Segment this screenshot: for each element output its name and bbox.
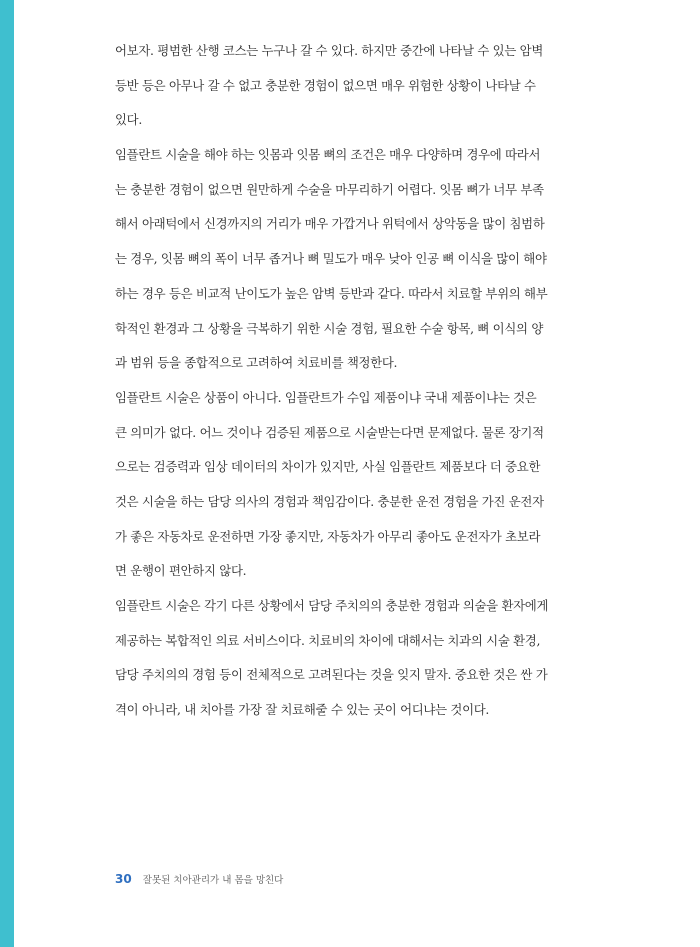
text-line: 임플란트 시술을 해야 하는 잇몸과 잇몸 뼈의 조건은 매우 다양하며 경우에 따라서 <box>115 147 541 163</box>
text-line: 임플란트 시술은 각기 다른 상황에서 담당 주치의의 충분한 경험과 의술을 환자에게 <box>115 598 549 613</box>
side-color-bar <box>0 0 14 947</box>
text-line: 어보자. 평범한 산행 코스는 누구나 갈 수 있다. 하지만 중간에 나타날 수 있는 암벽 <box>115 43 543 58</box>
text-line: 임플란트 시술은 상품이 아니다. 임플란트가 수입 제품이냐 국내 제품이냐는 것은 <box>115 389 537 405</box>
text-line: 제공하는 복합적인 의료 서비스이다. 치료비의 차이에 대해서는 치과의 시술 환경, <box>115 632 541 648</box>
text-line: 격이 아니라, 내 치아를 가장 잘 치료해줄 수 있는 곳이 어디냐는 것이다. <box>115 702 490 718</box>
body-text <box>115 34 605 728</box>
text-line: 해서 아래턱에서 신경까지의 거리가 매우 가깝거나 위턱에서 상악동을 많이 침범하 <box>115 216 545 232</box>
text-line: 큰 의미가 없다. 어느 것이나 검증된 제품으로 시술받는다면 문제없다. 물론 장기적 <box>115 424 544 440</box>
text-line: 등반 등은 아무나 갈 수 없고 충분한 경험이 없으면 매우 위험한 상황이 나타날 수 <box>115 77 536 93</box>
text-line: 으로는 검증력과 임상 데이터의 차이가 있지만, 사실 임플란트 제품보다 더 중요한 <box>115 459 541 475</box>
text-line: 면 운행이 편안하지 않다. <box>115 563 247 579</box>
text-line: 하는 경우 등은 비교적 난이도가 높은 암벽 등반과 같다. 따라서 치료할 부위의 해부 <box>115 285 548 301</box>
text-line: 학적인 환경과 그 상황을 극복하기 위한 시술 경험, 필요한 수술 항목, 뼈 이식의 양 <box>115 320 543 336</box>
text-line: 가 좋은 자동차로 운전하면 가장 좋지만, 자동차가 아무리 좋아도 운전자가 초보라 <box>115 528 541 544</box>
text-line: 는 충분한 경험이 없으면 원만하게 수술을 마무리하기 어렵다. 잇몸 뼈가 너무 부족 <box>115 181 544 197</box>
page-number: 30 <box>115 872 132 886</box>
book-title: 잘못된 치아관리가 내 몸을 망친다 <box>142 875 284 886</box>
text-line: 과 범위 등을 종합적으로 고려하여 치료비를 책정한다. <box>115 355 398 371</box>
text-line: 있다. <box>115 112 142 128</box>
text-line: 는 경우, 잇몸 뼈의 폭이 너무 좁거나 뼈 밀도가 매우 낮아 인공 뼈 이식을 많이 해야 <box>115 251 547 267</box>
page-footer <box>115 868 283 888</box>
text-line: 담당 주치의의 경험 등이 전체적으로 고려된다는 것을 잊지 말자. 중요한 것은 싼 가 <box>115 667 548 683</box>
text-line: 것은 시술을 하는 담당 의사의 경험과 책임감이다. 충분한 운전 경험을 가진 운전자 <box>115 493 544 509</box>
